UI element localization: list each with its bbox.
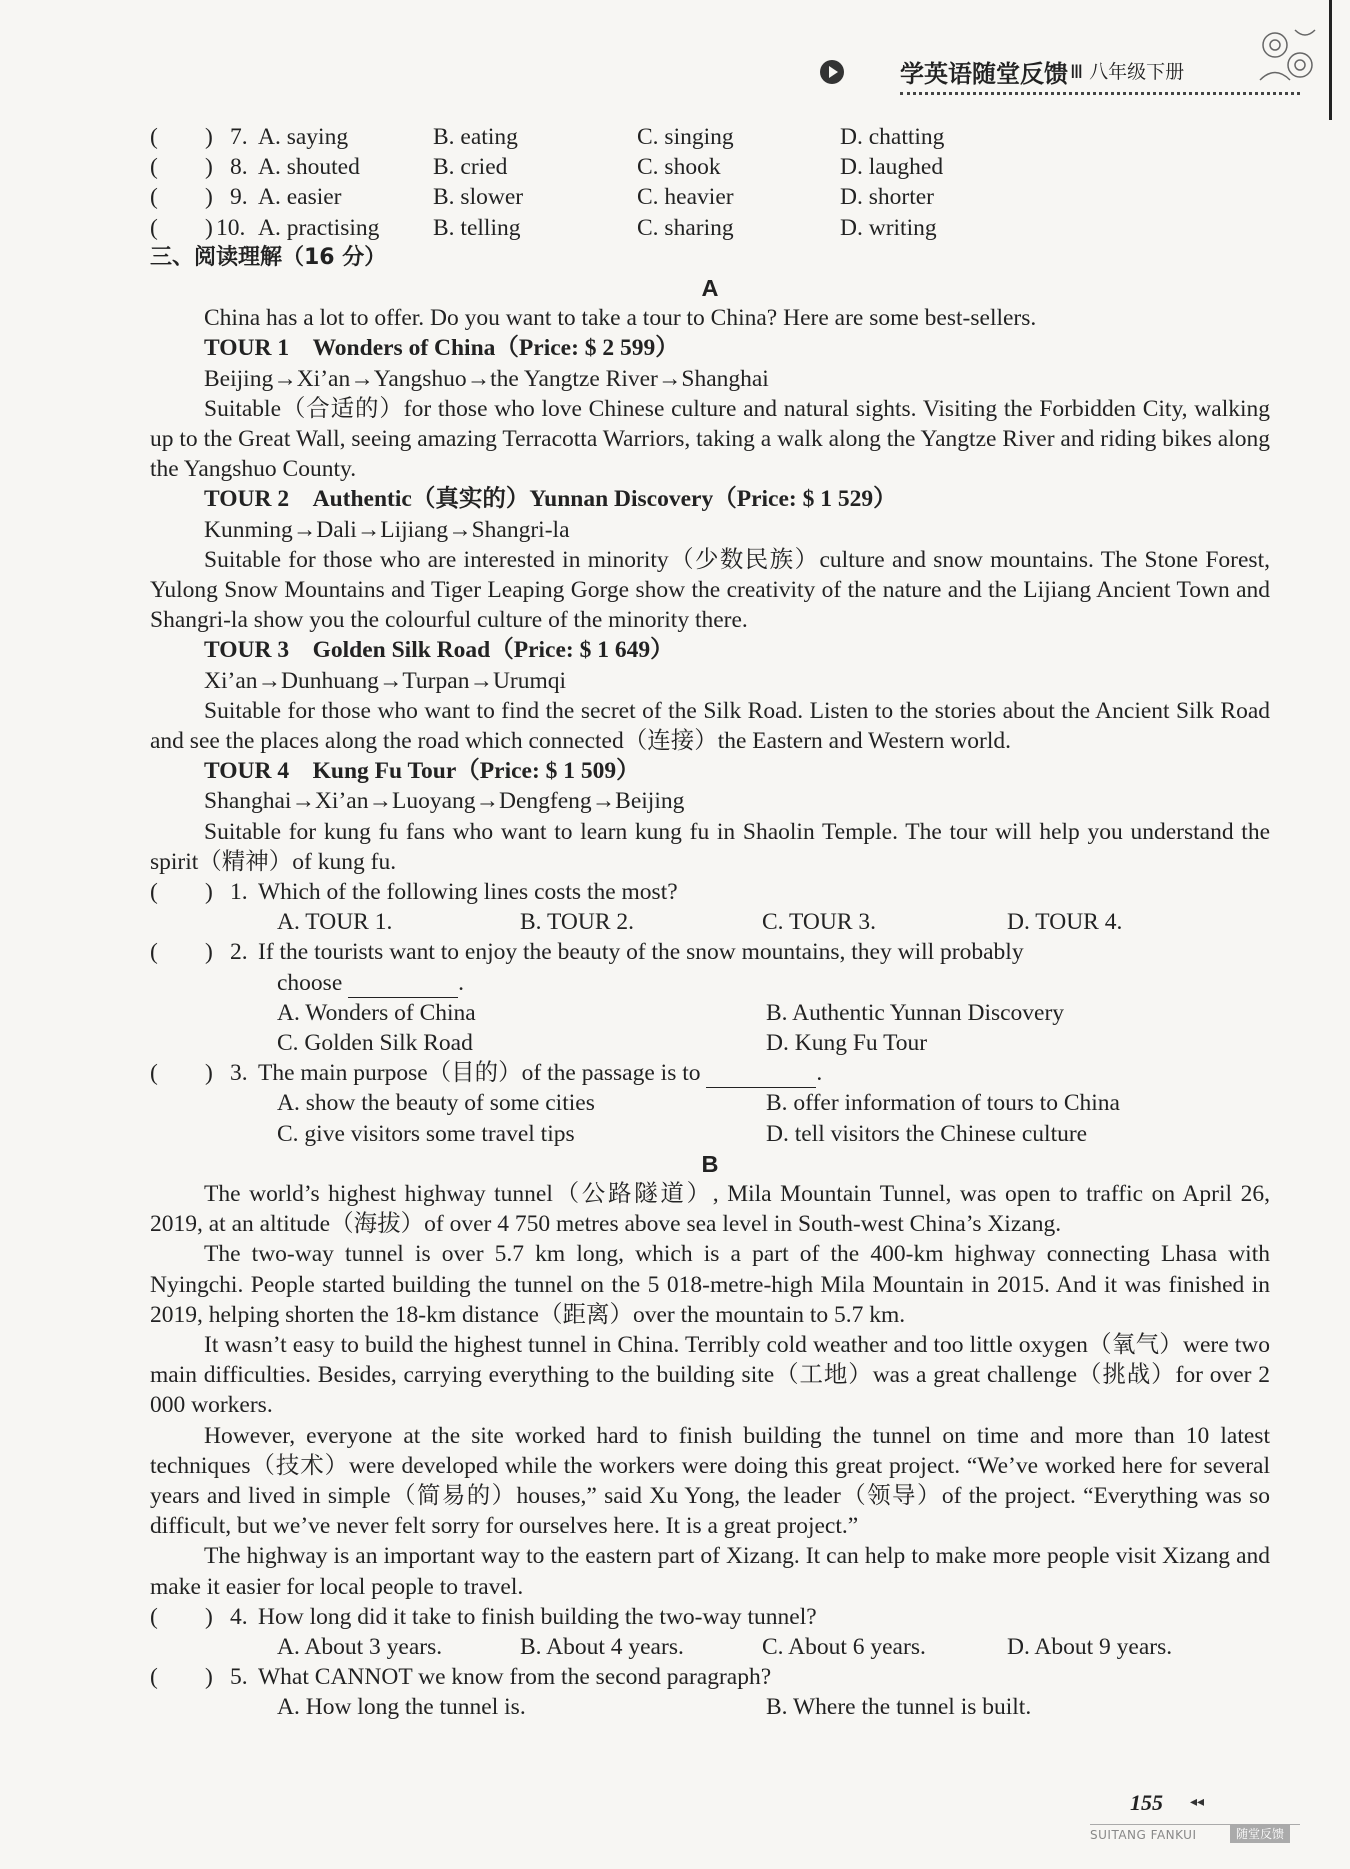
arrow-left-icon: ◂◂: [1190, 1795, 1205, 1810]
question-text: The main purpose（目的）of the passage is to: [258, 1060, 701, 1087]
passage-b-label: B: [701, 1150, 719, 1177]
tour-4: [150, 756, 1270, 877]
question-options: A. About 3 years. B. About 4 years. C. About 6 years. D. About 9 years.: [277, 1633, 1173, 1660]
footer-badge: 随堂反馈: [1230, 1824, 1290, 1843]
tour-1: [150, 333, 1270, 484]
cloze-question-10: ( ) 10. A. practising B. telling C. sharing D. writing: [150, 214, 937, 241]
tour-3: [150, 635, 1270, 756]
question-5: ( ) 5. What CANNOT we know from the second paragraph? A. How long the tunnel is. B. Where the tunnel is built.: [150, 1662, 1270, 1722]
tour-heading: TOUR 2 Authentic（真实的）Yunnan Discovery（Price: $ 1 529）: [204, 486, 897, 513]
question-text: What CANNOT we know from the second paragraph?: [258, 1664, 772, 1691]
book-grade: Ⅲ 八年级下册: [1070, 61, 1185, 83]
tour-description: Suitable for those who want to find the secret of the Silk Road. Listen to the stories about the Ancient Silk Road and see the places along the road which connected（连接）the Eastern and Western world.: [150, 697, 1270, 754]
tour-heading: TOUR 3 Golden Silk Road（Price: $ 1 649）: [204, 637, 674, 664]
cloze-questions: [150, 122, 1270, 243]
cloze-question-8: ( ) 8. A. shouted B. cried C. shook D. laughed: [150, 154, 944, 181]
answer-blank: [706, 1065, 816, 1088]
header-divider: [900, 92, 1300, 95]
tour-route: Beijing→Xi’an→Yangshuo→the Yangtze River→Shanghai: [204, 365, 769, 392]
question-options: A. Wonders of China B. Authentic Yunnan Discovery: [277, 999, 1065, 1026]
section-title: 三、阅读理解（16 分）: [150, 244, 387, 270]
cloze-question-7: ( ) 7. A. saying B. eating C. singing D. chatting: [150, 124, 945, 150]
tour-heading: TOUR 4 Kung Fu Tour（Price: $ 1 509）: [204, 758, 640, 785]
page-number: 155: [1130, 1790, 1163, 1815]
passage-a-label: A: [701, 274, 719, 301]
tour-2: [150, 484, 1270, 635]
question-text: If the tourists want to enjoy the beauty of the snow mountains, they will probably: [258, 939, 1024, 966]
cloze-question-9: ( ) 9. A. easier B. slower C. heavier D. shorter: [150, 184, 934, 211]
passage-b-paragraph-3: It wasn’t easy to build the highest tunnel in China. Terribly cold weather and too little oxygen（氧气）were two main difficulties. Besides, carrying everything to the building site（工地）was a great challenge（挑战）for over 2 000 workers.: [150, 1331, 1270, 1419]
question-options: C. give visitors some travel tips D. tell visitors the Chinese culture: [277, 1120, 1088, 1147]
question-options: C. Golden Silk Road D. Kung Fu Tour: [277, 1029, 928, 1056]
tour-heading: TOUR 1 Wonders of China（Price: $ 2 599）: [204, 335, 679, 362]
book-title: 学英语随堂反馈: [900, 60, 1068, 88]
page-header: [820, 52, 1320, 102]
question-3: ( ) 3. The main purpose（目的）of the passage is to . A. show the beauty of some cities B. offer information of tours to China C. give visitors some travel tips D. tell visitors the Chinese culture: [150, 1058, 1270, 1149]
question-options: A. TOUR 1. B. TOUR 2. C. TOUR 3. D. TOUR 4.: [277, 909, 1123, 936]
passage-b-paragraph-2: The two-way tunnel is over 5.7 km long, which is a part of the 400-km highway connecting Lhasa with Nyingchi. People started building the tunnel on the 5 018-metre-high Mila Mountain in 2015. And it was finished in 2019, helping shorten the 18-km distance（距离）over the mountain to 5.7 km.: [150, 1241, 1270, 1328]
tour-route: Xi’an→Dunhuang→Turpan→Urumqi: [204, 667, 567, 694]
question-4: ( ) 4. How long did it take to finish building the two-way tunnel? A. About 3 years. B. About 4 years. C. About 6 years. D. About 9 years.: [150, 1602, 1270, 1662]
page-edge-line: [1329, 0, 1332, 120]
passage-b-paragraph-5: The highway is an important way to the eastern part of Xizang. It can help to make more people visit Xizang and make it easier for local people to travel.: [150, 1543, 1270, 1600]
passage-a-intro: China has a lot to offer. Do you want to take a tour to China? Here are some best-sellers.: [204, 305, 1037, 332]
footer-latin: SUITANG FANKUI: [1090, 1828, 1197, 1842]
flower-decoration-icon: [1250, 20, 1320, 90]
tour-description: Suitable for kung fu fans who want to learn kung fu in Shaolin Temple. The tour will help you understand the spirit（精神）of kung fu.: [150, 818, 1270, 875]
passage-b-paragraph-1: The world’s highest highway tunnel（公路隧道）, Mila Mountain Tunnel, was open to traffic on April 26, 2019, at an altitude（海拔）of over 4 750 metres above sea level in South-west China’s Xizang.: [150, 1180, 1270, 1238]
passage-b-paragraph-4: However, everyone at the site worked hard to finish building the tunnel on time and more than 10 latest techniques（技术）were developed while the workers were doing this great project. “We’ve worked here for several years and lived in simple（简易的）houses,” said Xu Yong, the leader（领导）of the project. “Everything was so difficult, but we’ve never felt sorry for ourselves here. It is a great project.”: [150, 1422, 1270, 1540]
page-content: [150, 122, 1270, 1723]
question-options: A. How long the tunnel is. B. Where the tunnel is built.: [277, 1694, 1032, 1721]
question-text: How long did it take to finish building the two-way tunnel?: [258, 1603, 817, 1630]
page-footer: [1090, 1790, 1320, 1860]
tour-description: Suitable（合适的）for those who love Chinese culture and natural sights. Visiting the Forbidden City, walking up to the Great Wall, seeing amazing Terracotta Warriors, taking a walk along the Yangtze River and riding bikes along the Yangshuo County.: [150, 395, 1270, 483]
answer-blank: [348, 975, 458, 998]
play-icon: [820, 60, 844, 84]
tour-route: Shanghai→Xi’an→Luoyang→Dengfeng→Beijing: [204, 788, 685, 815]
question-options: A. show the beauty of some cities B. offer information of tours to China: [277, 1090, 1120, 1117]
question-text: Which of the following lines costs the most?: [258, 879, 678, 906]
question-1: ( ) 1. Which of the following lines costs the most? A. TOUR 1. B. TOUR 2. C. TOUR 3. D. TOUR 4.: [150, 877, 1270, 937]
tour-description: Suitable for those who are interested in minority（少数民族）culture and snow mountains. The Stone Forest, Yulong Snow Mountains and Tiger Leaping Gorge show the creativity of the nature and the Lijiang Ancient Town and Shangri-la show you the colourful culture of the minority there.: [150, 546, 1270, 634]
question-2: ( ) 2. If the tourists want to enjoy the beauty of the snow mountains, they will probably choose . A. Wonders of China B. Authentic Yunnan Discovery C. Golden Silk Road D. Kung Fu Tour: [150, 937, 1270, 1058]
tour-route: Kunming→Dali→Lijiang→Shangri-la: [204, 516, 570, 543]
